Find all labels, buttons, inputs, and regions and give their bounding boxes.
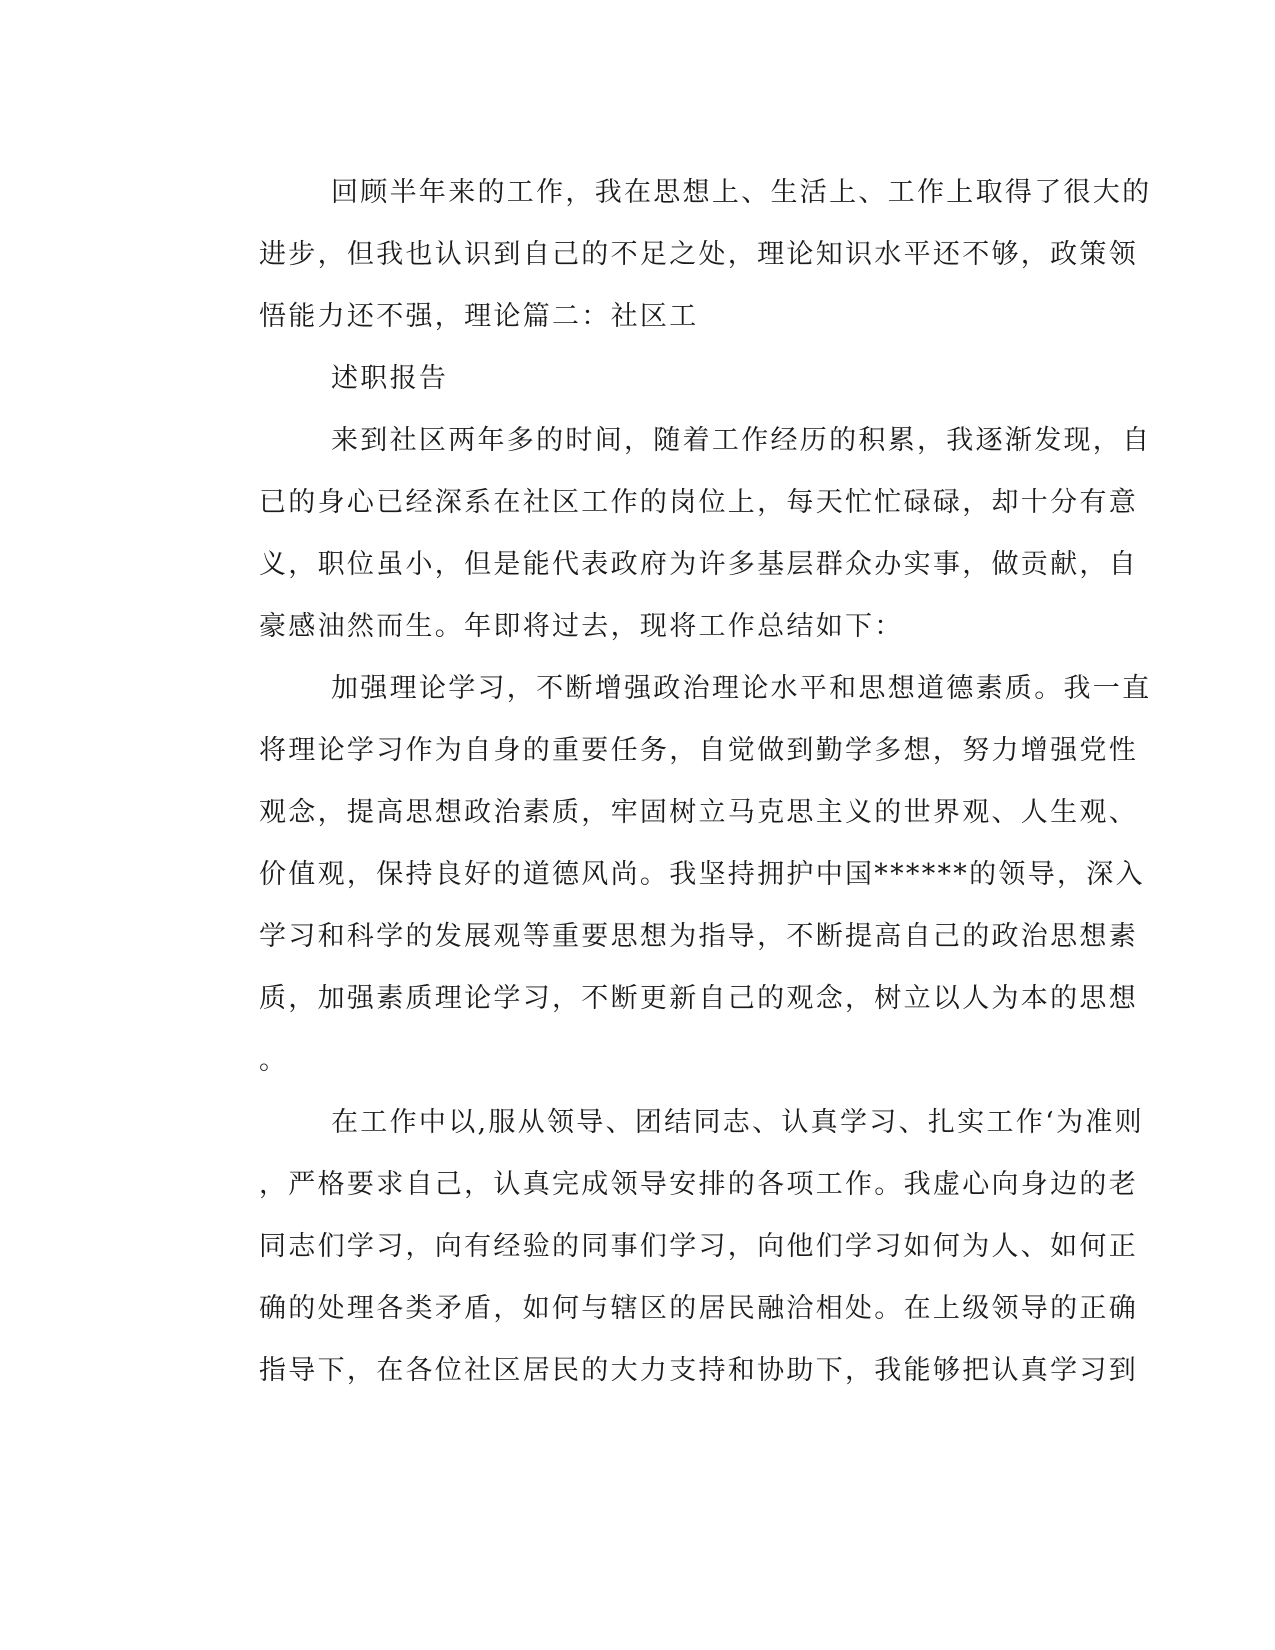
text-line: 价值观，保持良好的道德风尚。我坚持拥护中国******的领导，深入 [259, 859, 1145, 890]
document-body [187, 162, 1152, 1402]
text-line: 豪感油然而生。年即将过去，现将工作总结如下： [259, 611, 904, 642]
text-line: 观念，提高思想政治素质，牢固树立马克思主义的世界观、人生观、 [259, 797, 1138, 828]
text-line: 已的身心已经深系在社区工作的岗位上，每天忙忙碌碌，却十分有意 [259, 487, 1138, 518]
text-line: 回顾半年来的工作，我在思想上、生活上、工作上取得了很大的 [331, 177, 1152, 208]
text-line: 义，职位虽小，但是能代表政府为许多基层群众办实事，做贡献，自 [259, 549, 1138, 580]
text-line: 进步，但我也认识到自己的不足之处，理论知识水平还不够，政策领 [259, 239, 1138, 270]
paragraph-report-title [187, 348, 1087, 410]
text-line: 确的处理各类矛盾，如何与辖区的居民融洽相处。在上级领导的正确 [259, 1293, 1138, 1324]
paragraph-intro [187, 410, 1152, 658]
text-line: 悟能力还不强，理论篇二：社区工 [259, 301, 699, 332]
text-line: 质，加强素质理论学习，不断更新自己的观念，树立以人为本的思想 [259, 983, 1138, 1014]
text-line: 同志们学习，向有经验的同事们学习，向他们学习如何为人、如何正 [259, 1231, 1138, 1262]
text-line: 述职报告 [331, 363, 449, 394]
text-line: 来到社区两年多的时间，随着工作经历的积累，我逐渐发现，自 [331, 425, 1152, 456]
text-line: 加强理论学习，不断增强政治理论水平和思想道德素质。我一直 [331, 673, 1152, 704]
text-line: 。 [259, 1045, 289, 1076]
paragraph-theory-study [187, 658, 1152, 1092]
text-line: 将理论学习作为自身的重要任务，自觉做到勤学多想，努力增强党性 [259, 735, 1138, 766]
text-line: ，严格要求自己，认真完成领导安排的各项工作。我虚心向身边的老 [259, 1169, 1138, 1200]
paragraph-review [187, 162, 1152, 348]
text-line: 学习和科学的发展观等重要思想为指导，不断提高自己的政治思想素 [259, 921, 1138, 952]
text-line: 在工作中以,服从领导、团结同志、认真学习、扎实工作‘为准则 [331, 1107, 1144, 1138]
paragraph-work-principles [187, 1092, 1144, 1402]
text-line: 指导下，在各位社区居民的大力支持和协助下，我能够把认真学习到 [259, 1355, 1138, 1386]
